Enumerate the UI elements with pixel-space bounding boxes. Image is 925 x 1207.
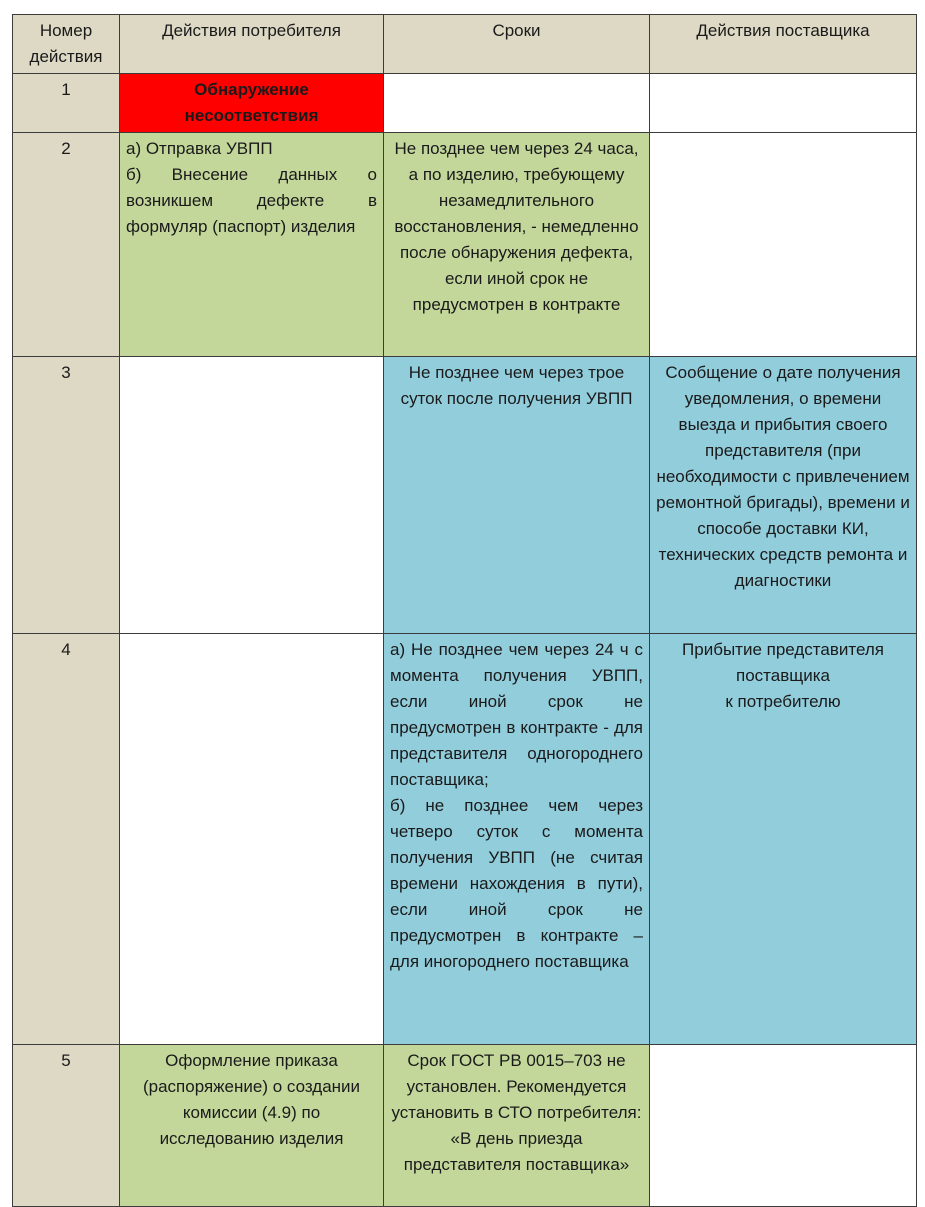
table-row <box>13 74 917 133</box>
supplier-action-line: поставщика <box>736 666 830 685</box>
supplier-action-cell: Сообщение о дате получения уведомления, о времени выезда и прибытия своего представителя (при необходимости с привлечением ремонтной бригады), времени и способе доставки КИ, технических средств ремонта и диагностики <box>650 357 917 634</box>
consumer-action-cell <box>120 133 384 357</box>
table-row <box>13 634 917 1045</box>
deadline-cell <box>384 74 650 133</box>
consumer-action-line: б) Внесение данных о возникшем дефекте в формуляр (паспорт) изделия <box>126 165 377 236</box>
header-consumer-actions: Действия потребителя <box>120 15 384 74</box>
row-number: 1 <box>13 74 120 133</box>
consumer-action-cell <box>120 357 384 634</box>
consumer-action-cell: Оформление приказа (распоряжение) о создании комиссии (4.9) по исследованию изделия <box>120 1045 384 1207</box>
supplier-action-cell <box>650 1045 917 1207</box>
deadline-cell: Срок ГОСТ РВ 0015–703 не установлен. Рекомендуется установить в СТО потребителя: «В день приезда представителя поставщика» <box>384 1045 650 1207</box>
row-number: 2 <box>13 133 120 357</box>
actions-table <box>12 14 917 1207</box>
table-row <box>13 357 917 634</box>
supplier-action-cell <box>650 634 917 1045</box>
table-row <box>13 133 917 357</box>
header-deadlines: Сроки <box>384 15 650 74</box>
row-number: 4 <box>13 634 120 1045</box>
deadline-line: б) не позднее чем через четверо суток с момента получения УВПП (не считая времени нахождения в пути), если иной срок не предусмотрен в контракте – для иногороднего поставщика <box>390 796 643 971</box>
consumer-action-cell: Обнаружение несоответствия <box>120 74 384 133</box>
supplier-action-cell <box>650 74 917 133</box>
supplier-action-cell <box>650 133 917 357</box>
header-number: Номер действия <box>13 15 120 74</box>
deadline-cell: Не позднее чем через 24 часа, а по изделию, требующему незамедлительного восстановления, - немедленно после обнаружения дефекта, если иной срок не предусмотрен в контракте <box>384 133 650 357</box>
deadline-cell: Не позднее чем через трое суток после получения УВПП <box>384 357 650 634</box>
header-supplier-actions: Действия поставщика <box>650 15 917 74</box>
consumer-action-line: а) Отправка УВПП <box>126 139 273 158</box>
row-number: 3 <box>13 357 120 634</box>
row-number: 5 <box>13 1045 120 1207</box>
deadline-line: а) Не позднее чем через 24 ч с момента получения УВПП, если иной срок не предусмотрен в контракте - для представителя одногороднего поставщика; <box>390 640 643 789</box>
deadline-cell <box>384 634 650 1045</box>
table-row <box>13 1045 917 1207</box>
supplier-action-line: к потребителю <box>725 692 841 711</box>
table-header-row <box>13 15 917 74</box>
supplier-action-line: Прибытие представителя <box>682 640 884 659</box>
consumer-action-cell <box>120 634 384 1045</box>
